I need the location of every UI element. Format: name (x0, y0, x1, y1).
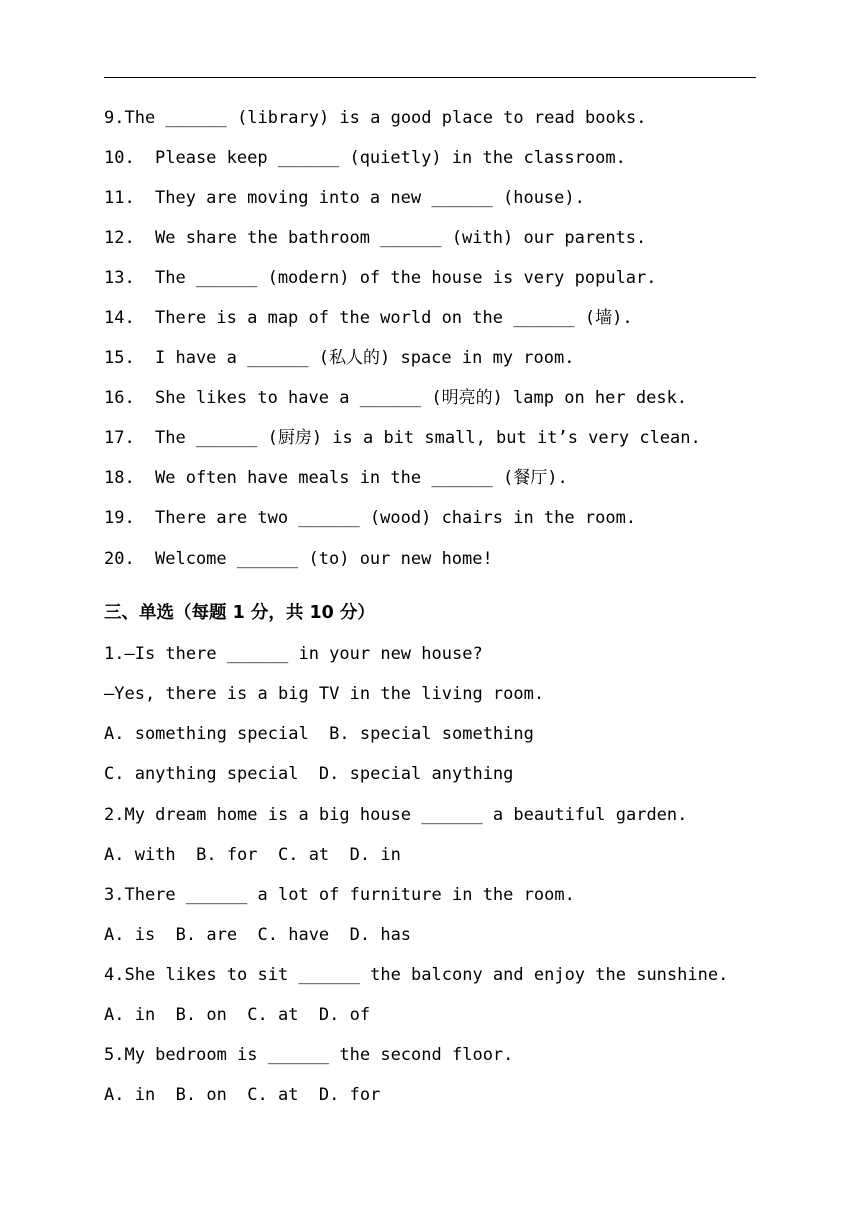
item-text: They are moving into a new ______ (house). (155, 188, 585, 208)
fill-in-item (104, 267, 657, 289)
fill-in-item (104, 467, 568, 489)
item-text: We often have meals in the ______ (餐厅). (155, 468, 568, 488)
fill-in-item (104, 427, 701, 449)
item-text: The ______ (厨房) is a bit small, but it’s very clean. (155, 428, 701, 448)
answer-options: A. in B. on C. at D. of (104, 1005, 371, 1025)
section-heading: 三、单选（每题 1 分，共 10 分） (104, 603, 375, 623)
fill-in-item (104, 307, 633, 329)
question-text: 1.—Is there ______ in your new house? (104, 644, 483, 664)
item-text: Please keep ______ (quietly) in the classroom. (155, 148, 626, 168)
item-text: The ______ (library) is a good place to read books. (124, 108, 647, 128)
question-text: 3.There ______ a lot of furniture in the room. (104, 885, 575, 905)
fill-in-item (104, 507, 636, 529)
item-number: 15. (104, 348, 135, 368)
answer-options: A. in B. on C. at D. for (104, 1085, 381, 1105)
item-number: 18. (104, 468, 135, 488)
item-number: 14. (104, 308, 135, 328)
fill-in-item (104, 227, 646, 249)
fill-in-item (104, 387, 687, 409)
item-number: 10. (104, 148, 135, 168)
item-number: 16. (104, 388, 135, 408)
item-text: The ______ (modern) of the house is very popular. (155, 268, 657, 288)
answer-options: C. anything special D. special anything (104, 764, 514, 784)
item-text: There is a map of the world on the ______ (墙). (155, 308, 633, 328)
item-text: We share the bathroom ______ (with) our parents. (155, 228, 647, 248)
item-text: I have a ______ (私人的) space in my room. (155, 348, 575, 368)
question-text: 4.She likes to sit ______ the balcony and enjoy the sunshine. (104, 965, 729, 985)
fill-in-item (104, 548, 493, 570)
header-rule (104, 77, 756, 78)
fill-in-item (104, 147, 626, 169)
item-number: 9. (104, 108, 125, 128)
item-number: 17. (104, 428, 135, 448)
answer-options: A. is B. are C. have D. has (104, 925, 412, 945)
item-number: 12. (104, 228, 135, 248)
question-text: 5.My bedroom is ______ the second floor. (104, 1045, 514, 1065)
fill-in-item (104, 187, 585, 209)
question-text: —Yes, there is a big TV in the living room. (104, 684, 545, 704)
item-text: She likes to have a ______ (明亮的) lamp on her desk. (155, 388, 688, 408)
question-text: 2.My dream home is a big house ______ a beautiful garden. (104, 805, 688, 825)
answer-options: A. something special B. special something (104, 724, 534, 744)
item-text: Welcome ______ (to) our new home! (155, 549, 493, 569)
answer-options: A. with B. for C. at D. in (104, 845, 401, 865)
item-number: 19. (104, 508, 135, 528)
item-number: 20. (104, 549, 135, 569)
fill-in-item (104, 107, 646, 129)
fill-in-item (104, 347, 574, 369)
item-number: 13. (104, 268, 135, 288)
item-number: 11. (104, 188, 135, 208)
item-text: There are two ______ (wood) chairs in the room. (155, 508, 637, 528)
